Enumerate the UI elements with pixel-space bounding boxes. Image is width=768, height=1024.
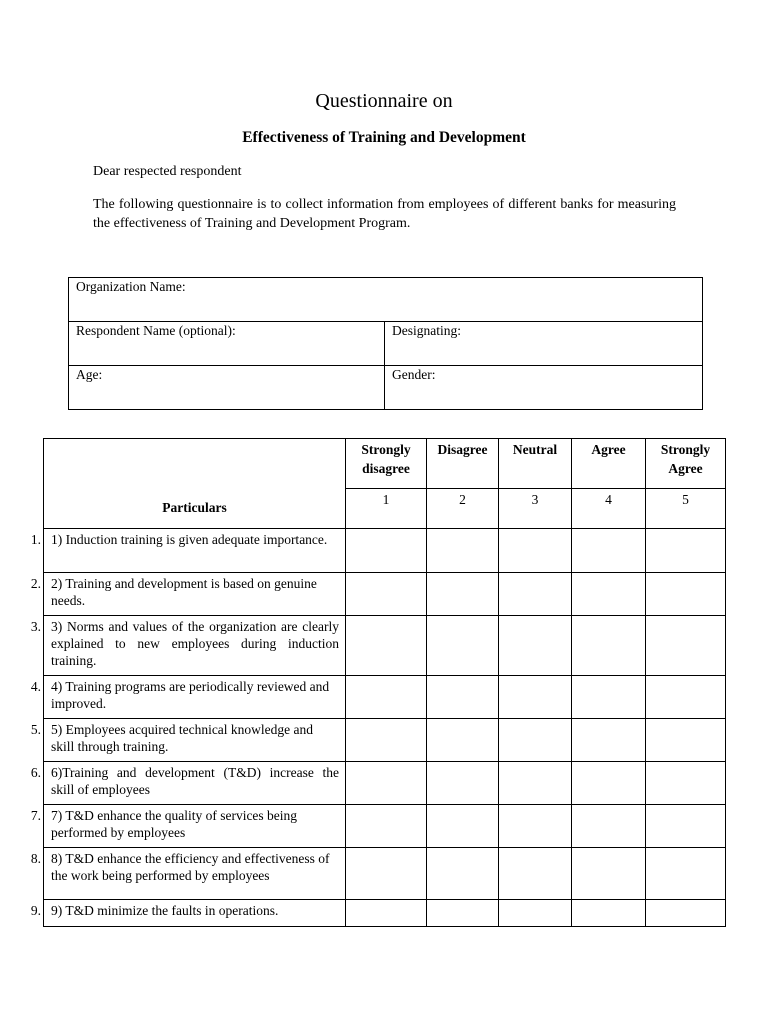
rating-cell-4[interactable] xyxy=(572,616,646,676)
question-cell xyxy=(30,848,346,900)
info-row-organization xyxy=(69,278,703,322)
question-row xyxy=(44,616,726,676)
rating-cell-3[interactable] xyxy=(499,900,572,927)
rating-cell-1[interactable] xyxy=(346,573,427,616)
age-field[interactable] xyxy=(69,366,385,410)
rating-cell-4[interactable] xyxy=(572,529,646,573)
rating-cell-1[interactable] xyxy=(346,529,427,573)
question-number: 5. xyxy=(30,722,41,737)
rating-table xyxy=(30,438,726,927)
scale-value-2: 2 xyxy=(427,489,499,529)
rating-cell-5[interactable] xyxy=(646,900,726,927)
rating-cell-2[interactable] xyxy=(427,529,499,573)
rating-cell-4[interactable] xyxy=(572,573,646,616)
rating-cell-2[interactable] xyxy=(427,900,499,927)
rating-cell-4[interactable] xyxy=(572,805,646,848)
respondent-name-field[interactable] xyxy=(69,322,385,366)
rating-cell-1[interactable] xyxy=(346,616,427,676)
rating-cell-1[interactable] xyxy=(346,805,427,848)
question-cell xyxy=(30,900,346,927)
scale-value-1: 1 xyxy=(346,489,427,529)
rating-cell-3[interactable] xyxy=(499,676,572,719)
question-number: 7. xyxy=(30,808,41,823)
rating-cell-1[interactable] xyxy=(346,848,427,900)
rating-cell-5[interactable] xyxy=(646,676,726,719)
question-text: 9) T&D minimize the faults in operations. xyxy=(51,903,279,918)
question-cell xyxy=(30,719,346,762)
question-number: 1. xyxy=(30,532,41,547)
scale-header-strongly-disagree: Strongly disagree xyxy=(346,439,427,489)
question-text: 7) T&D enhance the quality of services being performed by employees xyxy=(51,808,298,840)
rating-cell-5[interactable] xyxy=(646,719,726,762)
question-row xyxy=(44,762,726,805)
age-label: Age: xyxy=(76,367,103,382)
rating-cell-5[interactable] xyxy=(646,848,726,900)
scale-value-5: 5 xyxy=(646,489,726,529)
scale-header-disagree: Disagree xyxy=(427,439,499,489)
rating-cell-2[interactable] xyxy=(427,805,499,848)
scale-value-4: 4 xyxy=(572,489,646,529)
question-cell xyxy=(30,805,346,848)
question-text: 3) Norms and values of the organization are clearly explained to new employees during induction training. xyxy=(51,619,339,668)
gender-field[interactable] xyxy=(385,366,703,410)
rating-cell-3[interactable] xyxy=(499,762,572,805)
question-row xyxy=(44,900,726,927)
question-text: 5) Employees acquired technical knowledge and skill through training. xyxy=(51,722,314,754)
rating-cell-2[interactable] xyxy=(427,676,499,719)
question-number: 3. xyxy=(30,619,41,634)
rating-cell-2[interactable] xyxy=(427,616,499,676)
scale-value-3: 3 xyxy=(499,489,572,529)
organization-name-field[interactable] xyxy=(69,278,703,322)
question-text: 1) Induction training is given adequate importance. xyxy=(51,532,328,547)
gender-label: Gender: xyxy=(392,367,436,382)
question-row xyxy=(44,848,726,900)
question-cell xyxy=(30,676,346,719)
rating-cell-1[interactable] xyxy=(346,762,427,805)
question-row xyxy=(44,529,726,573)
question-text: 8) T&D enhance the efficiency and effectiveness of the work being performed by employees xyxy=(51,851,330,883)
rating-cell-2[interactable] xyxy=(427,573,499,616)
rating-cell-5[interactable] xyxy=(646,573,726,616)
rating-cell-5[interactable] xyxy=(646,762,726,805)
intro-paragraph: The following questionnaire is to collect information from employees of different banks for measuring the effectiveness of Training and Development Program. xyxy=(93,197,676,231)
rating-cell-5[interactable] xyxy=(646,529,726,573)
question-row xyxy=(44,573,726,616)
rating-cell-3[interactable] xyxy=(499,529,572,573)
rating-cell-4[interactable] xyxy=(572,848,646,900)
rating-cell-1[interactable] xyxy=(346,676,427,719)
question-cell xyxy=(30,762,346,805)
rating-cell-4[interactable] xyxy=(572,762,646,805)
designation-field[interactable] xyxy=(385,322,703,366)
rating-cell-5[interactable] xyxy=(646,805,726,848)
question-text: 2) Training and development is based on genuine needs. xyxy=(51,576,317,608)
greeting-text: Dear respected respondent xyxy=(93,164,242,179)
scale-header-row xyxy=(44,439,726,489)
question-number: 9. xyxy=(30,903,41,918)
question-cell xyxy=(30,573,346,616)
rating-cell-4[interactable] xyxy=(572,676,646,719)
question-cell xyxy=(30,616,346,676)
rating-cell-3[interactable] xyxy=(499,573,572,616)
question-number: 8. xyxy=(30,851,41,866)
respondent-info-table xyxy=(68,277,703,410)
rating-cell-2[interactable] xyxy=(427,848,499,900)
info-row-respondent xyxy=(69,322,703,366)
page-subtitle: Effectiveness of Training and Development xyxy=(242,129,526,146)
question-row xyxy=(44,719,726,762)
respondent-name-label: Respondent Name (optional): xyxy=(76,323,236,338)
rating-cell-1[interactable] xyxy=(346,719,427,762)
rating-cell-2[interactable] xyxy=(427,762,499,805)
question-row xyxy=(44,676,726,719)
question-number: 6. xyxy=(30,765,41,780)
question-number: 2. xyxy=(30,576,41,591)
rating-cell-4[interactable] xyxy=(572,900,646,927)
question-number: 4. xyxy=(30,679,41,694)
particulars-header: Particulars xyxy=(44,439,346,529)
rating-cell-3[interactable] xyxy=(499,805,572,848)
scale-header-strongly-agree: Strongly Agree xyxy=(646,439,726,489)
scale-header-neutral: Neutral xyxy=(499,439,572,489)
scale-header-agree: Agree xyxy=(572,439,646,489)
rating-cell-5[interactable] xyxy=(646,616,726,676)
designation-label: Designating: xyxy=(392,323,461,338)
organization-name-label: Organization Name: xyxy=(76,279,186,294)
page-title: Questionnaire on xyxy=(315,90,453,112)
rating-cell-1[interactable] xyxy=(346,900,427,927)
question-text: 4) Training programs are periodically reviewed and improved. xyxy=(51,679,330,711)
rating-cell-3[interactable] xyxy=(499,719,572,762)
rating-cell-3[interactable] xyxy=(499,616,572,676)
rating-cell-2[interactable] xyxy=(427,719,499,762)
question-text: 6)Training and development (T&D) increase the skill of employees xyxy=(51,765,339,797)
rating-cell-3[interactable] xyxy=(499,848,572,900)
question-row xyxy=(44,805,726,848)
question-cell xyxy=(30,529,346,573)
rating-cell-4[interactable] xyxy=(572,719,646,762)
info-row-age-gender xyxy=(69,366,703,410)
